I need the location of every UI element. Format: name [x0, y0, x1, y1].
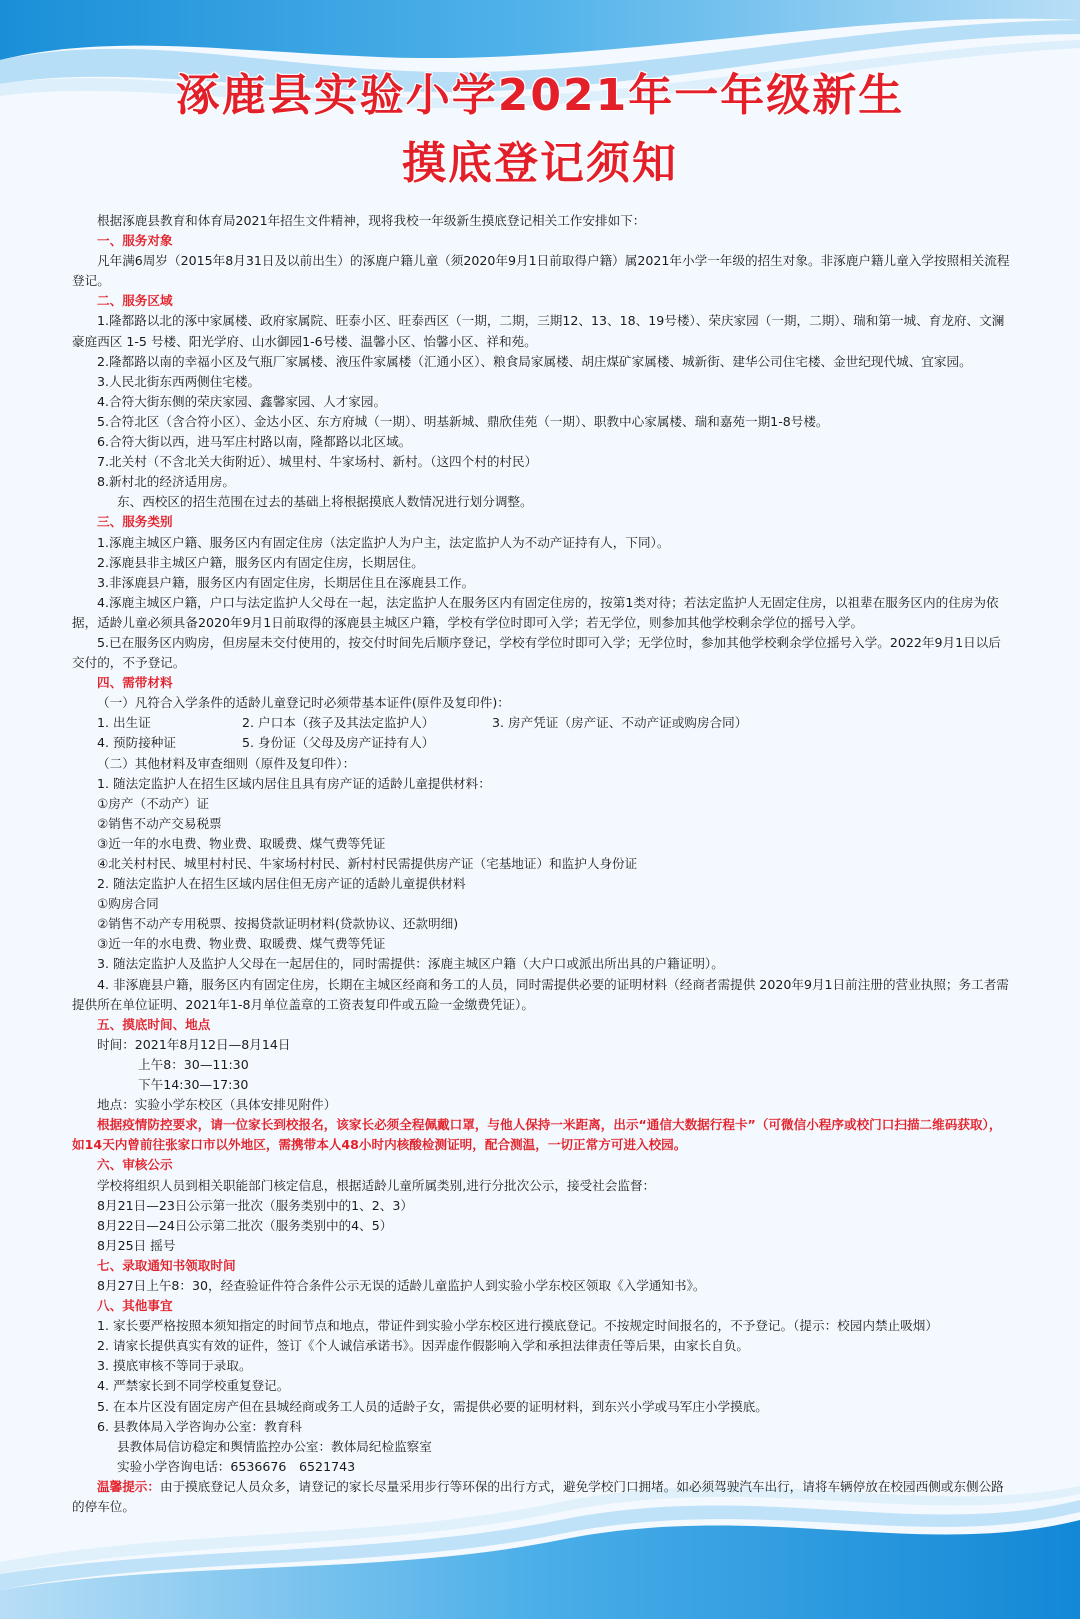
list-item: 3.人民北街东西两侧住宅楼。 [97, 373, 261, 389]
schedule-afternoon: 下午14:30—17:30 [138, 1077, 249, 1093]
list-title: 1. 随法定监护人在招生区域内居住且具有房产证的适龄儿童提供材料： [97, 775, 491, 791]
section-heading: 五、摸底时间、地点 [97, 1016, 211, 1032]
list-item: 2. 户口本（孩子及其法定监护人） [242, 715, 435, 731]
warm-tip [72, 1477, 1010, 1517]
schedule-morning: 上午8：30—11:30 [138, 1056, 249, 1072]
section-heading: 八、其他事宜 [97, 1298, 173, 1314]
section-text: 凡年满6周岁（2015年8月31日及以前出生）的涿鹿户籍儿童（须2020年9月1日前取得户籍）属2021年小学一年级的招生对象。非涿鹿户籍儿童入学按照相关流程登记。 [72, 253, 1010, 289]
list-item: 3. 房产凭证（房产证、不动产证或购房合同） [492, 715, 748, 731]
list-item: 8月21日—23日公示第一批次（服务类别中的1、2、3） [97, 1197, 413, 1213]
list-item: 6.合符大街以西，进马军庄村路以南，隆都路以北区域。 [97, 434, 412, 450]
list-item: 学校将组织人员到相关职能部门核定信息，根据适龄儿童所属类别,进行分批次公示，接受社会监督： [97, 1177, 656, 1193]
list-item: 5.合符北区（含合符小区）、金达小区、东方府城（一期）、明基新城、鼎欣佳苑（一期）、职教中心家属楼、瑞和嘉苑一期1-8号楼。 [97, 413, 829, 429]
list-item: 1.隆都路以北的涿中家属楼、政府家属院、旺泰小区、旺泰西区（一期，二期，三期12、13、18、19号楼）、荣庆家园（一期，二期）、瑞和第一城、育龙府、文澜豪庭西区 1-5 号楼、阳光学府、山水御园1-6号楼、温馨小区、怡馨小区、祥和苑。 [72, 313, 1005, 349]
warm-tip-text: 由于摸底登记人员众多，请登记的家长尽量采用步行等环保的出行方式，避免学校门口拥堵。如必须驾驶汽车出行，请将车辆停放在校园西侧或东侧公路的停车位。 [72, 1478, 1004, 1514]
list-item: 1.涿鹿主城区户籍、服务区内有固定住房（法定监护人为户主，法定监护人为不动产证持有人，下同）。 [97, 534, 670, 550]
list-item: 8.新村北的经济适用房。 [97, 474, 235, 490]
list-item: 5. 在本片区没有固定房产但在县城经商或务工人员的适龄子女，需提供必要的证明材料，到东兴小学或马军庄小学摸底。 [97, 1398, 768, 1414]
section-text: 8月27日上午8：30，经查验证件符合条件公示无误的适龄儿童监护人到实验小学东校区领取《入学通知书》。 [97, 1277, 706, 1293]
materials-row [97, 733, 1010, 753]
list-item: 2.隆都路以南的幸福小区及气瓶厂家属楼、液压件家属楼（汇通小区）、粮食局家属楼、胡庄煤矿家属楼、城新街、建华公司住宅楼、金世纪现代城、宜家园。 [97, 353, 972, 369]
epidemic-notice: 根据疫情防控要求，请一位家长到校报名，该家长必须全程佩戴口罩，与他人保持一米距离，出示“通信大数据行程卡”（可微信小程序或校门口扫描二维码获取），如14天内曾前往张家口市以外地区，需携带本人48小时内核酸检测证明，配合测温，一切正常方可进入校园。 [72, 1117, 1002, 1153]
list-item: 4.涿鹿主城区户籍，户口与法定监护人父母在一起，法定监护人在服务区内有固定住房的，按第1类对待；若法定监护人无固定住房，以祖辈在服务区内的住房为依据，适龄儿童必须具备2020年9月1日前取得的涿鹿县主城区户籍，学校有学位时即可入学；若无学位，则参加其他学校剩余学位的摇号入学。 [72, 594, 999, 630]
list-item: 5.已在服务区内购房，但房屋未交付使用的，按交付时间先后顺序登记，学校有学位时即可入学；无学位时，参加其他学校剩余学位摇号入学。2022年9月1日以后交付的，不予登记。 [72, 634, 1001, 671]
list-item: 1. 出生证 [97, 715, 151, 731]
poster-title-line1: 涿鹿县实验小学2021年一年级新生 [175, 70, 905, 121]
list-item: ①房产（不动产）证 [97, 795, 210, 811]
list-title: （二）其他材料及审查细则（原件及复印件）： [97, 755, 356, 771]
schedule-date: 时间：2021年8月12日—8月14日 [97, 1036, 291, 1052]
list-item: ①购房合同 [97, 896, 159, 912]
section-heading: 七、录取通知书领取时间 [97, 1257, 236, 1273]
section-heading: 二、服务区域 [97, 293, 173, 309]
section-heading: 三、服务类别 [97, 514, 173, 530]
materials-row [97, 713, 1010, 733]
section-heading: 一、服务对象 [97, 233, 173, 249]
list-item: 2.涿鹿县非主城区户籍，服务区内有固定住房，长期居住。 [97, 554, 424, 570]
list-item: 1. 家长要严格按照本须知指定的时间节点和地点，带证件到实验小学东校区进行摸底登记。不按规定时间报名的，不予登记。（提示：校园内禁止吸烟） [97, 1318, 938, 1334]
list-item: 8月25日 摇号 [97, 1237, 176, 1253]
list-item: 2. 请家长提供真实有效的证件，签订《个人诚信承诺书》。因弄虚作假影响入学和承担法律责任等后果，由家长自负。 [97, 1338, 750, 1354]
list-item: 3. 摸底审核不等同于录取。 [97, 1358, 252, 1374]
warm-tip-label: 温馨提示： [97, 1478, 160, 1494]
list-item: 3. 随法定监护人及监护人父母在一起居住的，同时需提供：涿鹿主城区户籍（大户口或派出所出具的户籍证明）。 [97, 956, 724, 972]
list-item: 7.北关村（不含北关大街附近）、城里村、牛家场村、新村。（这四个村的村民） [97, 454, 538, 470]
list-item: ②销售不动产交易税票 [97, 815, 222, 831]
contact-phone: 实验小学咨询电话：6536676 6521743 [117, 1458, 356, 1474]
section-heading: 六、审核公示 [97, 1157, 173, 1173]
notice-body [72, 211, 1010, 1517]
list-item: 4. 严禁家长到不同学校重复登记。 [97, 1378, 290, 1394]
list-item: ③近一年的水电费、物业费、取暖费、煤气费等凭证 [97, 936, 386, 952]
list-item: 4.合符大街东侧的荣庆家园、鑫馨家园、人才家园。 [97, 393, 387, 409]
list-item: ④北关村村民、城里村村民、牛家场村村民、新村村民需提供房产证（宅基地证）和监护人身份证 [97, 856, 638, 871]
list-item: 5. 身份证（父母及房产证持有人） [242, 735, 435, 751]
list-title: （一）凡符合入学条件的适龄儿童登记时必须带基本证件(原件及复印件)： [97, 695, 510, 711]
list-item: 4. 非涿鹿县户籍，服务区内有固定住房，长期在主城区经商和务工的人员，同时需提供必要的证明材料（经商者需提供 2020年9月1日前注册的营业执照；务工者需提供所在单位证明、2021年1-8月单位盖章的工资表复印件或五险一金缴费凭证）。 [72, 976, 1009, 1012]
list-item: ③近一年的水电费、物业费、取暖费、煤气费等凭证 [97, 835, 386, 851]
list-item: 4. 预防接种证 [97, 735, 176, 751]
list-item: ②销售不动产专用税票、按揭贷款证明材料(贷款协议、还款明细) [97, 916, 459, 932]
list-item: 3.非涿鹿县户籍，服务区内有固定住房，长期居住且在涿鹿县工作。 [97, 574, 475, 590]
list-item: 东、西校区的招生范围在过去的基础上将根据摸底人数情况进行划分调整。 [117, 494, 533, 510]
schedule-place: 地点：实验小学东校区（具体安排见附件） [97, 1097, 337, 1113]
list-item: 6. 县教体局入学咨询办公室：教育科 [97, 1418, 302, 1434]
section-heading: 四、需带材料 [97, 675, 173, 691]
list-title: 2. 随法定监护人在招生区域内居住但无房产证的适龄儿童提供材料 [97, 876, 466, 892]
intro-text: 根据涿鹿县教育和体育局2021年招生文件精神，现将我校一年级新生摸底登记相关工作安排如下： [97, 213, 646, 228]
list-item: 8月22日—24日公示第二批次（服务类别中的4、5） [97, 1217, 393, 1233]
poster-title-line2: 摸底登记须知 [402, 138, 678, 189]
contact-office: 县教体局信访稳定和舆情监控办公室：教体局纪检监察室 [117, 1438, 432, 1454]
